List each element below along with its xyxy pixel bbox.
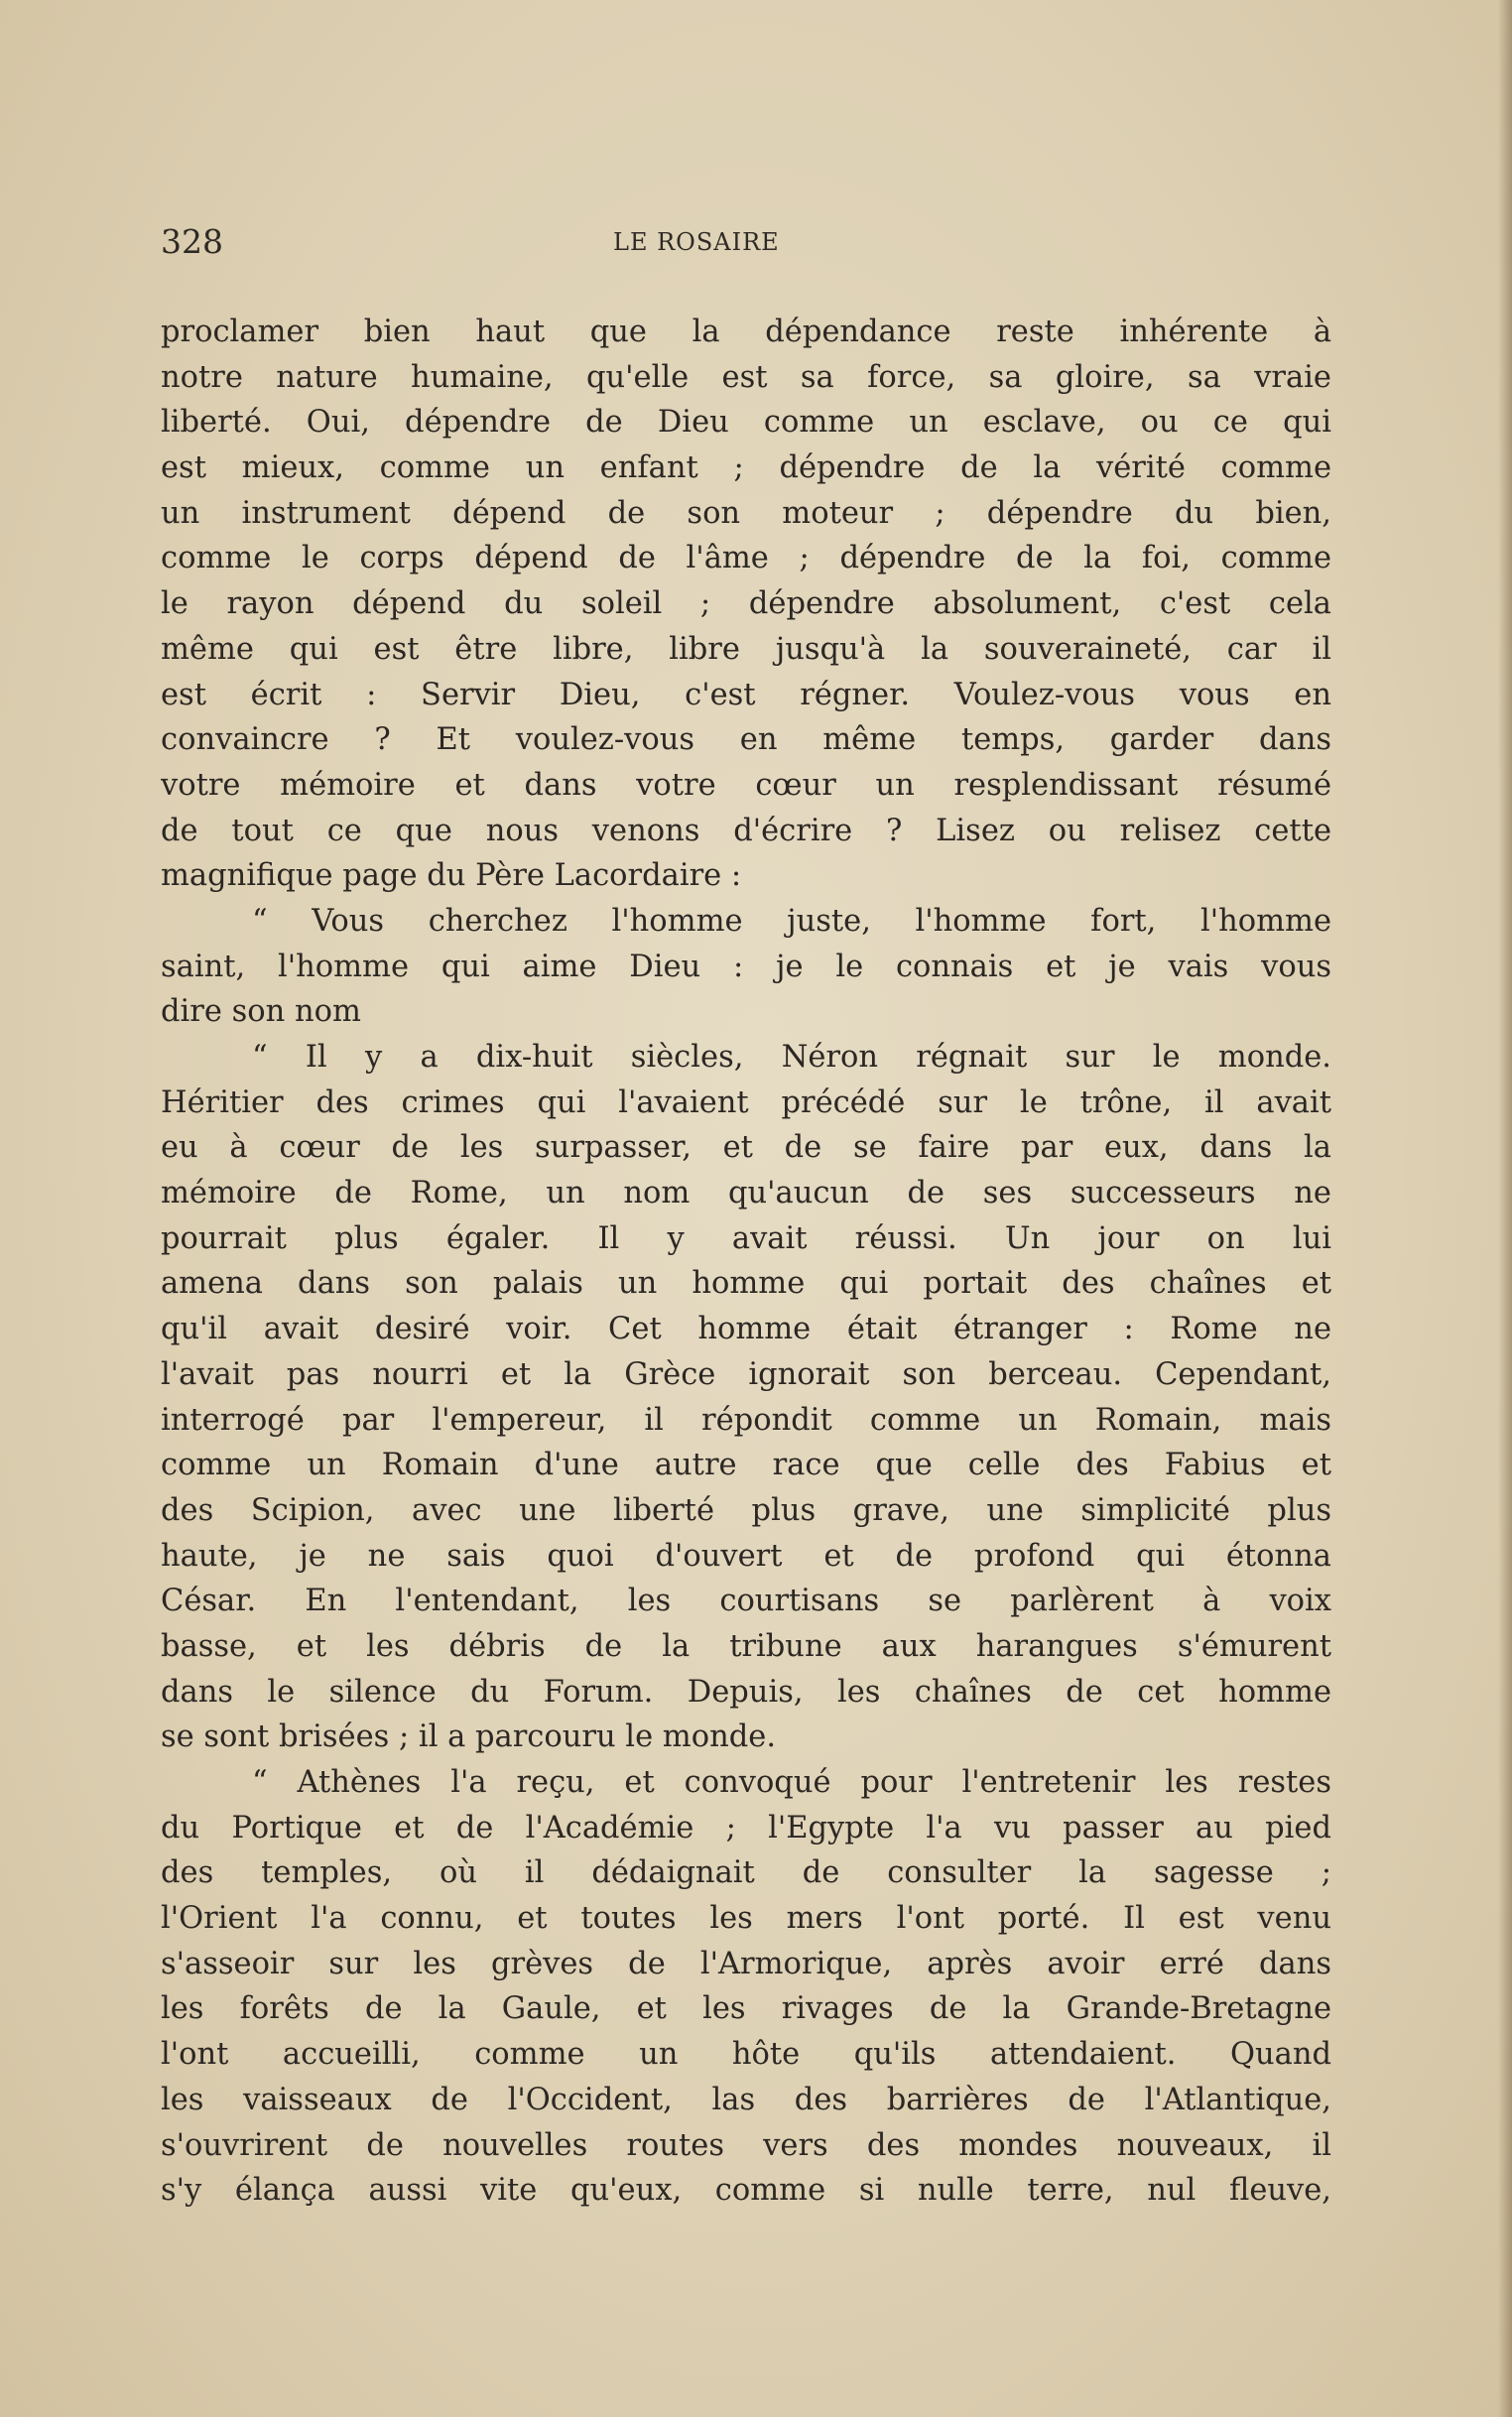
text-line: est mieux, comme un enfant ; dépendre de la vérité comme [161,450,1331,486]
text-line: s'y élança aussi vite qu'eux, comme si nulle terre, nul fleuve, [161,2173,1331,2209]
text-line: l'ont accueilli, comme un hôte qu'ils attendaient. Quand [161,2037,1331,2073]
text-line: même qui est être libre, libre jusqu'à la souveraineté, car il [161,631,1331,667]
text-line: Héritier des crimes qui l'avaient précédé sur le trône, il avait [161,1084,1331,1120]
text-line: se sont brisées ; il a parcouru le monde. [161,1719,777,1755]
text-line: comme le corps dépend de l'âme ; dépendre de la foi, comme [161,541,1331,576]
text-line: des Scipion, avec une liberté plus grave, une simplicité plus [161,1492,1331,1528]
text-line: amena dans son palais un homme qui portait des chaînes et [161,1266,1331,1302]
text-line: César. En l'entendant, les courtisans se parlèrent à voix [161,1584,1331,1619]
text-line: de tout ce que nous venons d'écrire ? Lisez ou relisez cette [161,813,1331,848]
text-line: haute, je ne sais quoi d'ouvert et de profond qui étonna [161,1538,1331,1574]
running-head: LE ROSAIRE [613,228,780,256]
text-line: mémoire de Rome, un nom qu'aucun de ses successeurs ne [161,1176,1331,1211]
text-line: basse, et les débris de la tribune aux harangues s'émurent [161,1628,1331,1664]
text-line: des temples, où il dédaignait de consulter la sagesse ; [161,1855,1331,1891]
text-line: liberté. Oui, dépendre de Dieu comme un esclave, ou ce qui [161,405,1331,441]
text-line: interrogé par l'empereur, il répondit comme un Romain, mais [161,1402,1331,1438]
text-line: eu à cœur de les surpasser, et de se faire par eux, dans la [161,1130,1331,1166]
page-number: 328 [161,222,223,261]
text-line: est écrit : Servir Dieu, c'est régner. Voulez-vous vous en [161,677,1331,712]
text-line: un instrument dépend de son moteur ; dépendre du bien, [161,495,1331,531]
text-line: l'avait pas nourri et la Grèce ignorait son berceau. Cependant, [161,1356,1331,1392]
text-line: proclamer bien haut que la dépendance reste inhérente à [161,315,1331,349]
text-line: magnifique page du Père Lacordaire : [161,858,742,894]
text-line: qu'il avait desiré voir. Cet homme était étranger : Rome ne [161,1312,1331,1347]
text-line: saint, l'homme qui aime Dieu : je le connais et je vais vous [161,949,1331,984]
text-line: “ Il y a dix-huit siècles, Néron régnait sur le monde. [252,1040,1331,1075]
text-line: convaincre ? Et voulez-vous en même temps, garder dans [161,722,1331,758]
text-line: l'Orient l'a connu, et toutes les mers l'ont porté. Il est venu [161,1901,1331,1937]
text-line: “ Vous cherchez l'homme juste, l'homme fort, l'homme [252,903,1331,939]
page-header [161,222,1331,262]
text-line: du Portique et de l'Académie ; l'Egypte l'a vu passer au pied [161,1810,1331,1845]
text-line: “ Athènes l'a reçu, et convoqué pour l'entretenir les restes [252,1765,1331,1800]
text-line: s'asseoir sur les grèves de l'Armorique, après avoir erré dans [161,1946,1331,1981]
text-line: dire son nom [161,994,361,1030]
text-line: notre nature humaine, qu'elle est sa force, sa gloire, sa vraie [161,359,1331,395]
text-line: comme un Romain d'une autre race que celle des Fabius et [161,1448,1331,1483]
text-line: le rayon dépend du soleil ; dépendre absolument, c'est cela [161,586,1331,622]
text-line: votre mémoire et dans votre cœur un resplendissant résumé [161,767,1331,803]
text-line: s'ouvrirent de nouvelles routes vers des mondes nouveaux, il [161,2127,1331,2163]
text-line: pourrait plus égaler. Il y avait réussi. Un jour on lui [161,1220,1331,1256]
text-line: dans le silence du Forum. Depuis, les chaînes de cet homme [161,1674,1331,1710]
page-edge-shadow [1498,0,1512,2417]
body-text [161,310,1331,2214]
text-line: les forêts de la Gaule, et les rivages de la Grande-Bretagne [161,1991,1331,2027]
text-line: les vaisseaux de l'Occident, las des barrières de l'Atlantique, [161,2082,1331,2117]
